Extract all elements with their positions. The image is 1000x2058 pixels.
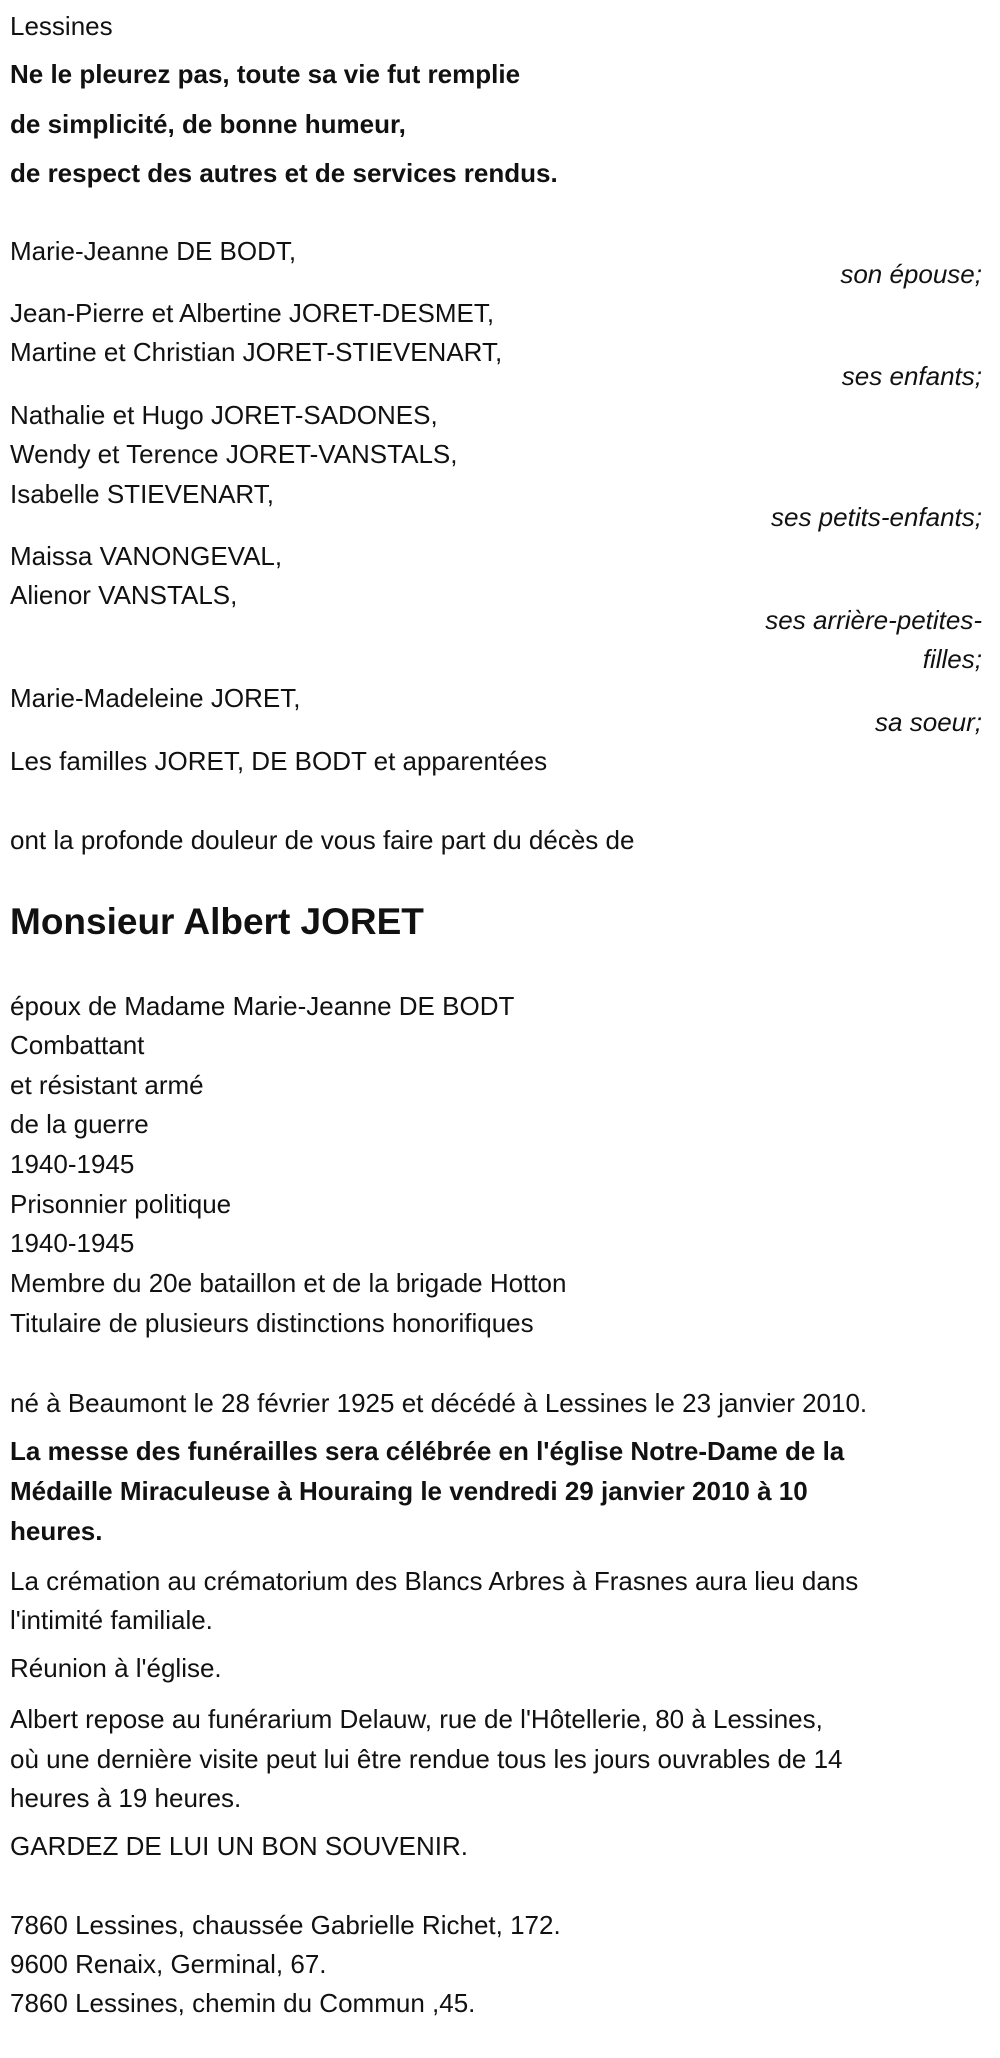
mass-line: La messe des funérailles sera célébrée en l'église Notre-Dame de la xyxy=(10,1436,845,1466)
bio-line: 1940-1945 xyxy=(10,1228,135,1258)
visit-line: où une dernière visite peut lui être rendue tous les jours ouvrables de 14 xyxy=(10,1744,843,1774)
family-name: Jean-Pierre et Albertine JORET-DESMET, xyxy=(10,298,495,328)
family-name: Wendy et Terence JORET-VANSTALS, xyxy=(10,439,458,469)
family-relation: ses arrière-petites- xyxy=(765,605,982,635)
family-name: Marie-Madeleine JORET, xyxy=(10,683,301,713)
poem-line: Ne le pleurez pas, toute sa vie fut remplie xyxy=(10,59,521,89)
dates: né à Beaumont le 28 février 1925 et décédé à Lessines le 23 janvier 2010. xyxy=(10,1388,868,1418)
family-name: Isabelle STIEVENART, xyxy=(10,479,274,509)
family-name: Alienor VANSTALS, xyxy=(10,580,238,610)
bio-line: et résistant armé xyxy=(10,1070,204,1100)
bio-line: Combattant xyxy=(10,1030,145,1060)
deceased-name: Monsieur Albert JORET xyxy=(10,901,424,942)
family-name: Martine et Christian JORET-STIEVENART, xyxy=(10,337,503,367)
reunion: Réunion à l'église. xyxy=(10,1653,222,1683)
bio-line: époux de Madame Marie-Jeanne DE BODT xyxy=(10,991,515,1021)
family-relation: filles; xyxy=(922,644,982,674)
visit-line: heures à 19 heures. xyxy=(10,1783,242,1813)
address: 9600 Renaix, Germinal, 67. xyxy=(10,1949,327,1979)
family-name: Marie-Jeanne DE BODT, xyxy=(10,236,297,266)
bio-line: 1940-1945 xyxy=(10,1149,135,1179)
cremation-line: La crémation au crématorium des Blancs Arbres à Frasnes aura lieu dans xyxy=(10,1566,859,1596)
families-line: Les familles JORET, DE BODT et apparentées xyxy=(10,746,548,776)
bio-line: Titulaire de plusieurs distinctions honorifiques xyxy=(10,1308,534,1338)
family-relation: son épouse; xyxy=(840,259,982,289)
closing: GARDEZ DE LUI UN BON SOUVENIR. xyxy=(10,1831,468,1861)
poem-line: de simplicité, de bonne humeur, xyxy=(10,109,406,139)
cremation-line: l'intimité familiale. xyxy=(10,1605,213,1635)
bio-line: de la guerre xyxy=(10,1109,149,1139)
bio-line: Membre du 20e bataillon et de la brigade Hotton xyxy=(10,1268,567,1298)
family-relation: sa soeur; xyxy=(875,707,982,737)
address: 7860 Lessines, chemin du Commun ,45. xyxy=(10,1988,476,2018)
family-relation: ses petits-enfants; xyxy=(771,502,982,532)
address: 7860 Lessines, chaussée Gabrielle Richet, 172. xyxy=(10,1910,561,1940)
mass-line: Médaille Miraculeuse à Houraing le vendredi 29 janvier 2010 à 10 xyxy=(10,1476,808,1506)
place: Lessines xyxy=(10,11,113,41)
bio-line: Prisonnier politique xyxy=(10,1189,232,1219)
poem-line: de respect des autres et de services rendus. xyxy=(10,158,558,188)
family-name: Nathalie et Hugo JORET-SADONES, xyxy=(10,400,438,430)
mass-line: heures. xyxy=(10,1516,103,1546)
family-name: Maissa VANONGEVAL, xyxy=(10,541,283,571)
announcement: ont la profonde douleur de vous faire part du décès de xyxy=(10,825,635,855)
family-relation: ses enfants; xyxy=(841,361,982,391)
visit-line: Albert repose au funérarium Delauw, rue de l'Hôtellerie, 80 à Lessines, xyxy=(10,1704,823,1734)
